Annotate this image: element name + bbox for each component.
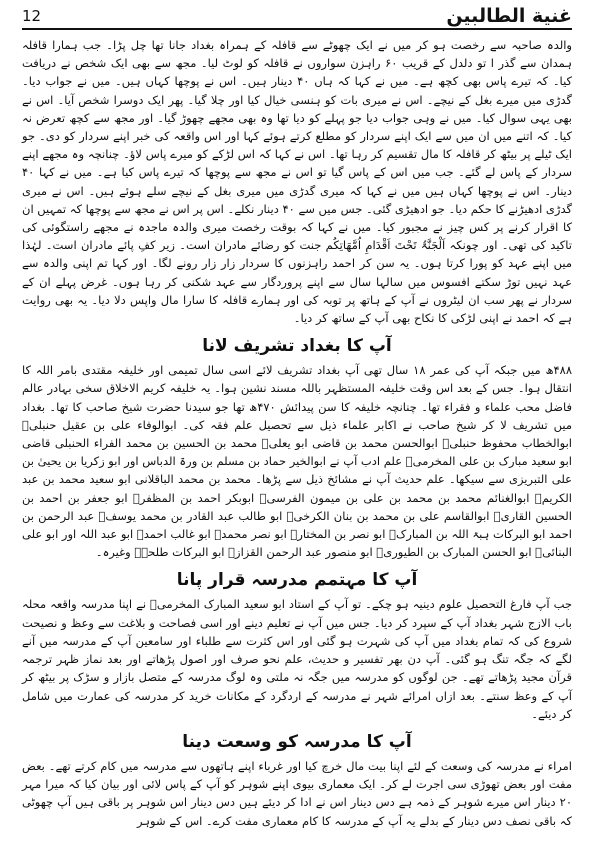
running-title: غنية الطالبين	[446, 5, 572, 27]
section-heading: آپ کا بغداد تشریف لانا	[202, 336, 392, 357]
paragraph: جب آپ فارغ التحصیل علوم دینیہ ہو چکے۔ تو آپ کے استاد ابو سعید المبارک المخرمیؒ نے اپنا مدرسہ واقعہ محلہ باب الازج شہر بغداد آپ کے سپرد کر دیا۔ جس میں آپ نے تعلیم دینے اور اسی فصاحت و بلاغت سے وعظ و نصیحت شروع کی کہ تمام بغداد میں آپ کی شہرت ہو گئی اور اس کثرت سے طلباء اور سامعین آپ کے مدرسہ میں آنے لگے کہ جگہ تنگ ہو گئی۔ آپ دن بھر تفسیر و حدیث، علم نحو صرف اور اصول پڑھاتے اور بعد نماز ظہر ترجمہ قرآن مجید پڑھاتے تھے۔ جن لوگوں کو مدرسہ میں جگہ نہ ملتی وہ لوگ مدرسہ کے متصل بازار و سڑک پر بیٹھ کر آپ کے وعظ سنتے۔ بعد ازاں امرائے شہر نے مدرسہ کے اردگرد کے مکانات خرید کر مدرسہ کی عمارت میں شامل کر دیئے۔	[22, 597, 572, 721]
page-number: 12	[22, 7, 42, 25]
page-header	[22, 0, 572, 30]
section-madrasa-expansion	[22, 729, 572, 830]
section-arrival-baghdad	[22, 333, 572, 561]
paragraph: والدہ صاحبہ سے رخصت ہو کر میں نے ایک چھوٹے سے قافلہ کے ہمراہ بغداد جانا تھا چل پڑا۔ جب ہمارا قافلہ ہمدان سے گذر ا تو دلدل کے قریب ۶۰ راہزن سواروں نے قافلہ کو لوٹ لیا۔ مجھ سے بھی ایک شخص نے دریافت کیا۔ کہ تیرے پاس بھی کچھ ہے۔ میں نے کہا کہ ہاں ۴۰ دینار ہیں۔ اس نے پوچھا کہاں ہیں۔ میں نے جواب دیا۔ گدڑی میں میرے بغل کے نیچے۔ اس نے میری بات کو ہنسی خیال کیا اور چلا گیا۔ پھر ایک دوسرا شخص آیا۔ اس نے بھی یہی سوال کیا۔ میں نے وہی جواب دیا جو پہلے کو دیا تھا وہ بھی مجھے چھوڑ گیا۔ اور مجھ سے کچھ تعرض نہ کیا۔ کہ اتنے میں ان میں سے ایک اپنے سردار کو مطلع کرتے ہوئے کہا اور اس واقعہ کی خبر اپنے سردار کو دی۔ جو ایک ٹیلے پر بیٹھ کر قافلہ کا مال تقسیم کر رہا تھا۔ اس نے کہا کہ اس لڑکے کو میرے پاس لاؤ۔ چنانچہ وہ مجھے اپنے سردار کے پاس لے گئے۔ جب میں اس کے پاس گیا تو اس نے مجھ سے پوچھا کہ تیرے پاس کیا ہے۔ میں نے کہا ۴۰ دینار۔ اس نے پوچھا کہاں ہیں میں نے کہا کہ میری گدڑی میں میری بغل کے نیچے سلے ہوئے ہیں۔ اس نے میری گدڑی ادھیڑنے کا حکم دیا۔ جو ادھیڑی گئی۔ جس میں سے ۴۰ دینار نکلے۔ اس پر اس نے مجھ سے پوچھا کہ تمہیں ان کا اقرار کرنے پر کس چیز نے مجبور کیا۔ میں نے کہا کہ بوقت رخصت میری والدہ ماجدہ نے مجھے راستگوئی کی تاکید کی تھی۔ اور چونکہ اَلْجَنَّۃُ تَحْتَ اَقْدَامِ اُمَّھَاتِکُم جنت کو رضائے مادران است۔ زیر کفِ پائے مادران است۔ لہٰذا میں اپنے عہد کو پورا کرتا ہوں۔ یہ سن کر احمد راہزنوں کا سردار زار زار رونے لگا۔ اور کہا تم اپنی والدہ سے عہد نہیں توڑ سکتے افسوس میں سالہا سال سے اپنے پروردگار سے عہد شکنی کر رہا ہوں۔ غرض پہلے ان کے سردار نے پھر سب ان لیٹروں نے آپ کے ہاتھ پر توبہ کی اور ہمارے قافلہ کا سارا مال واپس دلا دیا۔ یہ بھی روایت ہے کہ احمد نے اپنی لڑکی کا نکاح بھی آپ کے ساتھ کر دیا۔	[22, 38, 573, 326]
paragraph: امراء نے مدرسہ کی وسعت کے لئے اپنا بیت مال خرچ کیا اور غرباء اپنے ہاتھوں سے مدرسہ میں کام کرتے تھے۔ بعض مفت اور بعض تھوڑی سی اجرت لے کر۔ ایک معماری بیوی اپنے شوہر کو آپ کے پاس لائی اور بیان کیا کہ میرا مہر ۲۰ دینار اس میرے شوہر کے ذمہ ہے دس دینار اس نے ادا کر دیئے ہیں دس دینار اس شوہر پر باقی ہیں آپ چھوٹی کہ باقی نصف دس دینار کے بدلے یہ آپ کے مدرسہ کا کام معماری مفت کرے۔ اس کے شوہر	[22, 758, 572, 828]
section-heading: آپ کا مہتمم مدرسہ قرار پانا	[176, 570, 418, 591]
section-heading: آپ کا مدرسہ کو وسعت دینا	[182, 731, 412, 752]
paragraph: ۴۸۸ھ میں جبکہ آپ کی عمر ۱۸ سال تھی آپ بغداد تشریف لائے اسی سال تمیمی اور خلیفہ مقتدی بامر اللہ کا انتقال ہوا۔ جس کے بعد اس وقت خلیفہ المستظہر باللہ مسند نشین ہوا۔ یہ خلیفہ کریم الاخلاق سخی بہادر عالم فاضل محب علماء و فقراء تھا۔ چنانچہ خلیفہ کا سن پیدائش ۴۷۰ھ تھا جو سیدنا حضرت شیخ صاحب کا تھا۔ بغداد میں تشریف لا کر شیخ صاحب نے اکابر علماء ذیل سے تحصیل علم فقہ کی۔ ابوالوفاء علی بن عقیل حنبلیؒ ابوالخطاب محفوظ حنبلیؒ ابوالحسن محمد بن قاضی ابو یعلیؒ محمد بن الحسین بن محمد الفراء الحنبلی قاضی ابو سعید مبارک بن علی المخرمیؒ علم ادب آپ نے ابوالخیر حماد بن مسلم بن ورۃ الدباس اور ابو زکریا بن یحییٰ بن علی التبریزی سے سیکھا۔ علم حدیث آپ نے مشائخ ذیل سے پڑھا۔ محمد بن محمد الباقلانی ابو سعید محمد بن عبد الکریمؒ ابوالغنائم محمد بن محمد بن علی بن میمون الفرسیؒ ابوبکر احمد بن المظفرؒ ابو جعفر بن احمد بن الحسین القاریؒ ابوالقاسم علی بن محمد بن بنان الکرخیؒ ابو طالب عبد القادر بن محمد یوسفؒ عبد الرحمن بن احمد ابو البرکات ہبۃ اللہ بن المبارکؒ ابو نصر بن المختارؒ ابو نصر محمدؒ ابو غالب احمدؒ ابو عبد اللہ اور ابو علی البنائیؒ ابو الحسن المبارک بن الطیوریؒ ابو منصور عبد الرحمن القزازؒ ابو البرکات طلحہؒ وغیرہ۔	[22, 363, 573, 560]
section-intro	[22, 36, 572, 327]
section-madrasa-head	[22, 567, 572, 722]
